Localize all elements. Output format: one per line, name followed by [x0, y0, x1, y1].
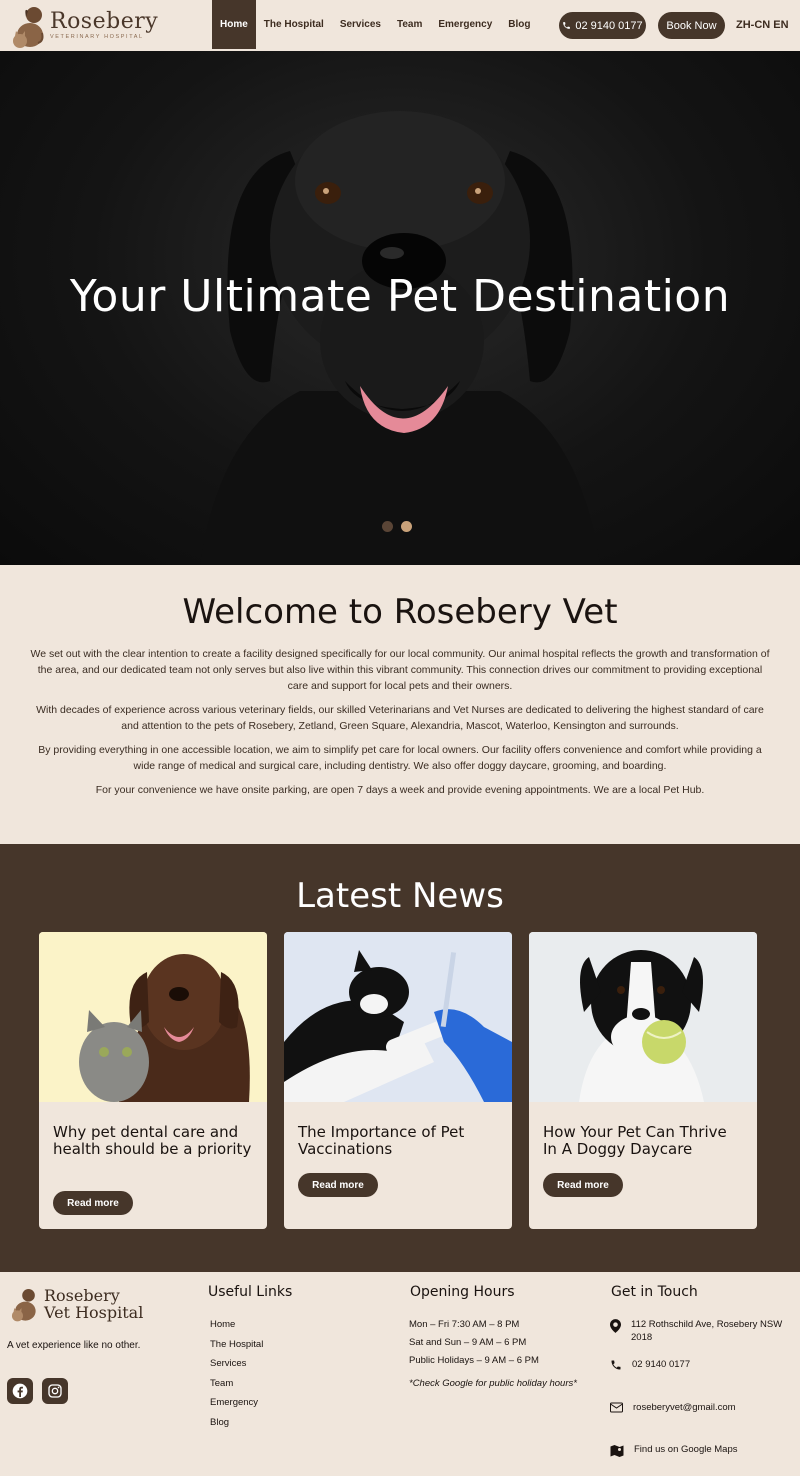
hours-weekends: Sat and Sun – 9 AM – 6 PM: [409, 1337, 527, 1348]
site-logo[interactable]: [8, 2, 168, 50]
nav-team[interactable]: Team: [396, 19, 423, 30]
slider-dot-1[interactable]: [382, 521, 393, 532]
welcome-paragraph-4: For your convenience we have onsite parking, are open 7 days a week and provide evening appointments. We are a local Pet Hub.: [95, 784, 705, 796]
news-card-title: Why pet dental care and health should be a priority: [53, 1123, 252, 1158]
contact-email[interactable]: [610, 1401, 793, 1414]
border-collie-ball-image: [529, 932, 757, 1102]
google-maps-link[interactable]: [610, 1443, 794, 1457]
nav-the-hospital[interactable]: The Hospital: [263, 19, 324, 30]
useful-links-title: Useful Links: [208, 1284, 293, 1300]
phone-icon: [562, 21, 571, 30]
welcome-paragraph-1: We set out with the clear intention to create a facility designed specifically for our local community. Our animal hospital reflects the growth and transformation of the area, and our dedicated team not only serves but also live within this vibrant community. This connection drives our commitment to providing exceptional care and support for local pets and their owners.: [30, 648, 770, 692]
footer-link-the-hospital[interactable]: The Hospital: [210, 1338, 264, 1350]
news-card-daycare[interactable]: [529, 932, 757, 1229]
welcome-title: Welcome to Rosebery Vet: [182, 592, 618, 632]
footer-link-home[interactable]: Home: [210, 1319, 236, 1330]
footer-link-emergency[interactable]: Emergency: [210, 1397, 259, 1409]
phone-button[interactable]: [559, 12, 646, 39]
main-nav: [212, 0, 539, 51]
contact-address[interactable]: [610, 1318, 791, 1344]
nav-emergency[interactable]: Emergency: [438, 19, 493, 30]
google-maps-text: Find us on Google Maps: [634, 1444, 738, 1455]
footer-logo-line-1: Rosebery: [44, 1286, 120, 1305]
instagram-icon: [47, 1383, 63, 1399]
footer-link-blog[interactable]: Blog: [210, 1416, 230, 1428]
news-card-image: [39, 932, 267, 1102]
latest-news-section: [0, 844, 800, 1272]
map-icon: [610, 1444, 624, 1457]
footer-logo[interactable]: [8, 1284, 143, 1324]
useful-links-list: [210, 1319, 263, 1437]
welcome-paragraph-2: With decades of experience across various veterinary fields, our skilled Veterinarians and Vet Nurses are dedicated to delivering the highest standard of care and attention to the pets of Rosebery, Zetland, Green Square, Alexandria, Mascot, Waterloo, Kensington and surrounds.: [36, 704, 764, 732]
dog-cat-logo-icon: [8, 1284, 38, 1324]
read-more-button[interactable]: Read more: [53, 1191, 133, 1215]
holiday-hours-note: *Check Google for public holiday hours*: [409, 1378, 577, 1389]
hours-weekdays: Mon – Fri 7:30 AM – 8 PM: [409, 1319, 520, 1330]
email-text: roseberyvet@gmail.com: [633, 1402, 736, 1413]
envelope-icon: [610, 1402, 623, 1413]
welcome-paragraph-3: By providing everything in one accessible location, we aim to simplify pet care for local owners. Our facility offers convenience and comfort while providing a wide range of medical and surgical care, including dentistry. We also offer doggy daycare, grooming, and boarding.: [38, 744, 762, 772]
book-now-button[interactable]: Book Now: [658, 12, 725, 39]
nav-services[interactable]: Services: [339, 19, 381, 30]
news-card-image: [529, 932, 757, 1102]
footer-tagline: A vet experience like no other.: [7, 1340, 141, 1351]
news-card-title: How Your Pet Can Thrive In A Doggy Daycare: [543, 1123, 727, 1158]
opening-hours-list: [409, 1319, 577, 1389]
location-pin-icon: [610, 1319, 621, 1333]
footer-link-team[interactable]: Team: [210, 1377, 234, 1389]
welcome-section: [0, 565, 800, 844]
hero-slider: [0, 51, 800, 565]
address-text: 112 Rothschild Ave, Rosebery NSW 2018: [631, 1319, 783, 1343]
instagram-button[interactable]: [42, 1378, 68, 1404]
phone-button-label: 02 9140 0177: [575, 19, 643, 32]
dog-and-cat-image: [39, 932, 267, 1102]
site-header: [0, 0, 800, 51]
footer-link-services[interactable]: Services: [210, 1358, 247, 1370]
opening-hours-title: Opening Hours: [410, 1284, 515, 1300]
hours-public-holidays: Public Holidays – 9 AM – 6 PM: [409, 1355, 539, 1366]
cat-vaccination-image: [284, 932, 512, 1102]
news-card-dental[interactable]: [39, 932, 267, 1229]
get-in-touch-title: Get in Touch: [611, 1284, 698, 1300]
phone-icon: [610, 1359, 622, 1371]
slider-dot-2[interactable]: [401, 521, 412, 532]
nav-home[interactable]: Home: [212, 0, 256, 49]
facebook-icon: [12, 1383, 28, 1399]
news-card-image: [284, 932, 512, 1102]
phone-text: 02 9140 0177: [632, 1359, 691, 1370]
facebook-button[interactable]: [7, 1378, 33, 1404]
news-card-title: The Importance of Pet Vaccinations: [298, 1123, 465, 1158]
language-switcher[interactable]: ZH-CN EN: [736, 19, 789, 31]
logo-subtitle: VETERINARY HOSPITAL: [50, 34, 144, 41]
contact-phone[interactable]: [610, 1358, 792, 1371]
site-footer: [0, 1272, 800, 1476]
news-title: Latest News: [296, 876, 504, 916]
hero-title: Your Ultimate Pet Destination: [69, 271, 731, 322]
nav-blog[interactable]: Blog: [508, 19, 531, 30]
read-more-button[interactable]: Read more: [298, 1173, 378, 1197]
news-card-vaccinations[interactable]: [284, 932, 512, 1229]
dog-cat-logo-icon: [8, 3, 46, 49]
slider-dots: [382, 521, 412, 532]
read-more-button[interactable]: Read more: [543, 1173, 623, 1197]
logo-name: Rosebery: [50, 9, 159, 35]
footer-logo-line-2: Vet Hospital: [44, 1303, 144, 1322]
